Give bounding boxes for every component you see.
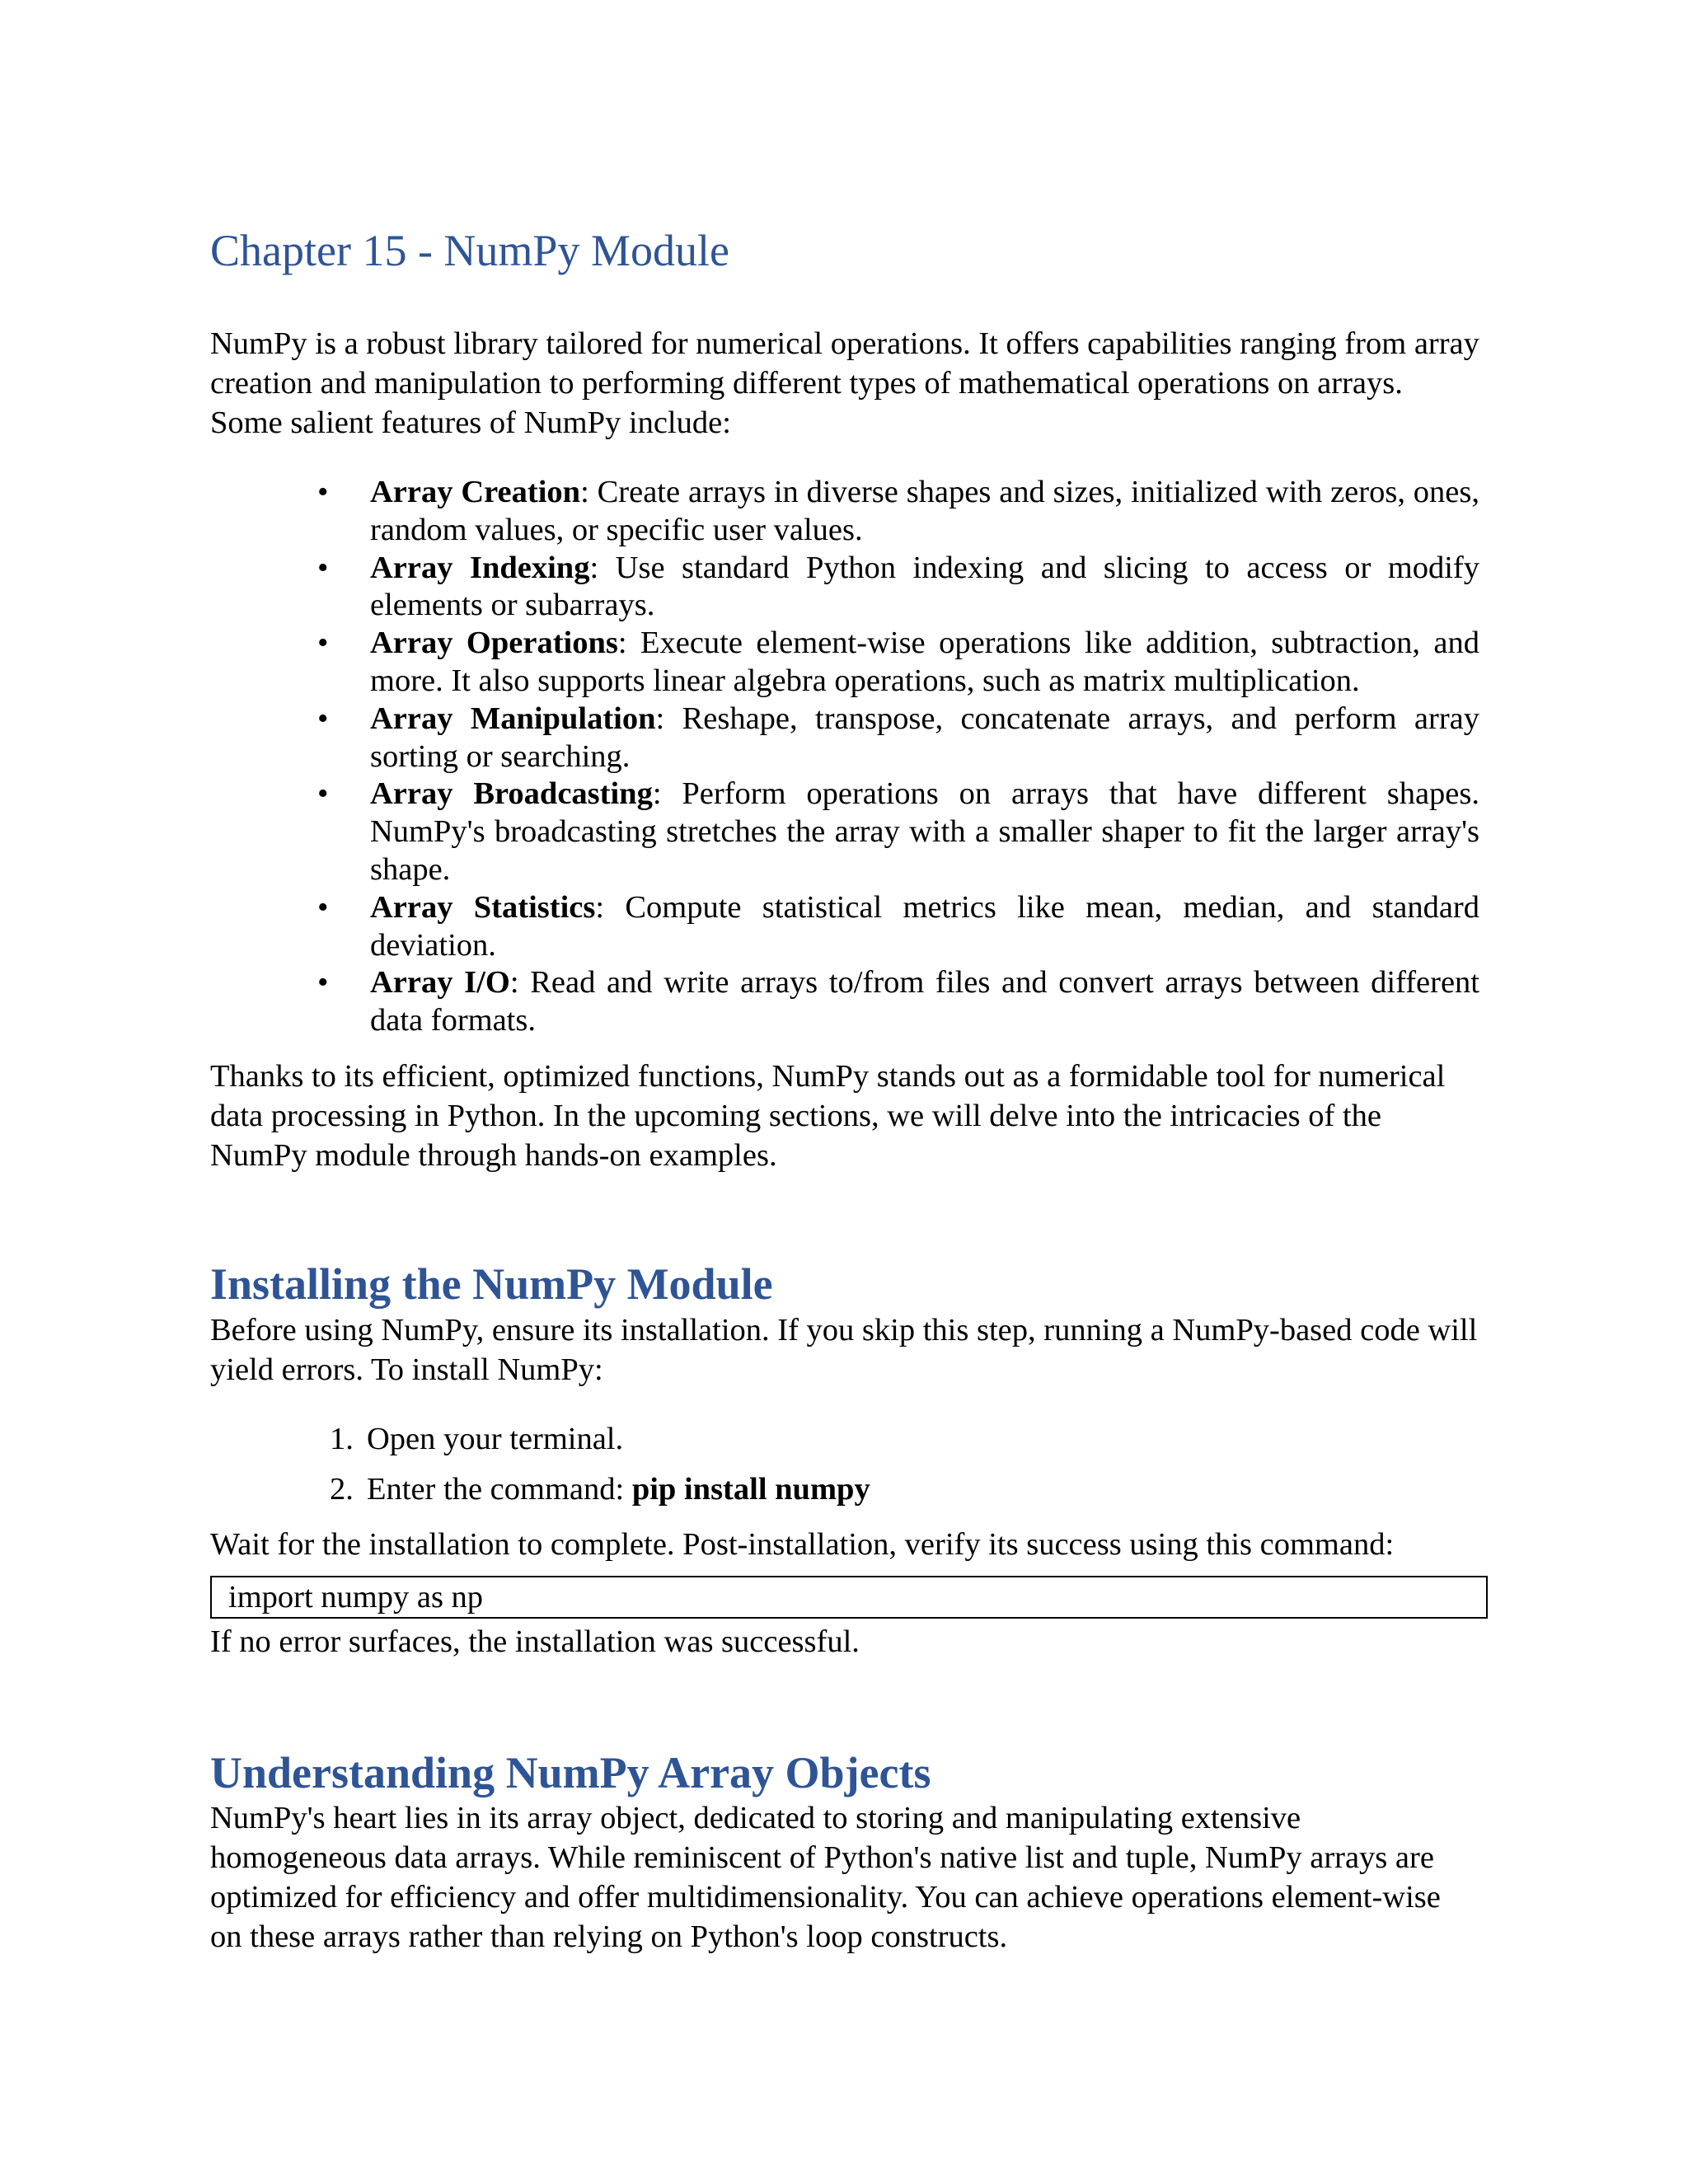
bullet-icon: • (317, 550, 329, 585)
feature-desc: : Reshape, transpose, concatenate arrays, and perform array sorting or searching. (370, 701, 1479, 774)
feature-term: Array Statistics (370, 889, 596, 925)
features-list (210, 474, 1479, 1040)
understand-heading: Understanding NumPy Array Objects (210, 1748, 931, 1797)
feature-desc: : Read and write arrays to/from files and convert arrays between different data formats. (370, 965, 1479, 1038)
step-text: Enter the command: (367, 1472, 632, 1507)
install-heading: Installing the NumPy Module (210, 1259, 773, 1309)
understand-paragraph: NumPy's heart lies in its array object, dedicated to storing and manipulating extensive homogeneous data arrays. While reminiscent of Python's native list and tuple, NumPy arrays are optimized for efficiency and offer multidimensionality. You can achieve operations element-wise on these arrays rather than relying on Python's loop constructs. (210, 1801, 1441, 1954)
feature-desc: : Execute element-wise operations like addition, subtraction, and more. It also supports linear algebra operations, such as matrix multiplication. (370, 626, 1479, 698)
bullet-icon: • (317, 776, 329, 812)
feature-term: Array Broadcasting (370, 776, 653, 812)
success-paragraph: If no error surfaces, the installation was successful. (210, 1624, 860, 1659)
bullet-icon: • (317, 889, 329, 925)
bullet-icon: • (317, 626, 329, 661)
verify-paragraph: Wait for the installation to complete. Post-installation, verify its success using this command: (210, 1527, 1395, 1562)
feature-item (210, 701, 1479, 776)
feature-desc: : Perform operations on arrays that have different shapes. NumPy's broadcasting stretches the array with a smaller shaper to fit the larger array's shape. (370, 776, 1479, 887)
feature-item (210, 474, 1479, 550)
feature-item (210, 625, 1479, 701)
step-item (210, 1469, 1479, 1509)
step-text: Open your terminal. (367, 1422, 624, 1456)
feature-item (210, 550, 1479, 626)
step-item (210, 1419, 1479, 1459)
feature-term: Array Creation (370, 475, 581, 509)
closing-paragraph: Thanks to its efficient, optimized functions, NumPy stands out as a formidable tool for numerical data processing in Python. In the upcoming sections, we will delve into the intricacies of the NumPy module through hands-on examples. (210, 1059, 1446, 1173)
install-steps (210, 1419, 1479, 1520)
code-box: import numpy as np (210, 1576, 1488, 1619)
feature-item (210, 776, 1479, 888)
bullet-icon: • (317, 965, 329, 1001)
feature-term: Array Operations (370, 626, 618, 661)
bullet-icon: • (317, 701, 329, 736)
feature-term: Array Manipulation (370, 701, 656, 736)
intro-paragraph: NumPy is a robust library tailored for numerical operations. It offers capabilities ranging from array creation and manipulation to performing different types of mathematical operations on arrays. Some salient features of NumPy include: (210, 326, 1479, 440)
chapter-title: Chapter 15 - NumPy Module (210, 226, 729, 275)
feature-desc: : Create arrays in diverse shapes and sizes, initialized with zeros, ones, random values, or specific user values. (370, 475, 1479, 547)
install-intro-paragraph: Before using NumPy, ensure its installation. If you skip this step, running a NumPy-based code will yield errors. To install NumPy: (210, 1313, 1478, 1387)
step-number: 1. (330, 1422, 354, 1456)
feature-desc: : Use standard Python indexing and slicing to access or modify elements or subarrays. (370, 550, 1480, 623)
feature-desc: : Compute statistical metrics like mean, median, and standard deviation. (370, 889, 1479, 963)
step-number: 2. (330, 1472, 354, 1507)
feature-term: Array Indexing (370, 550, 590, 585)
bullet-icon: • (317, 475, 329, 509)
step-command: pip install numpy (631, 1472, 870, 1507)
feature-item (210, 889, 1479, 965)
feature-term: Array I/O (370, 965, 510, 1001)
feature-item (210, 964, 1479, 1040)
